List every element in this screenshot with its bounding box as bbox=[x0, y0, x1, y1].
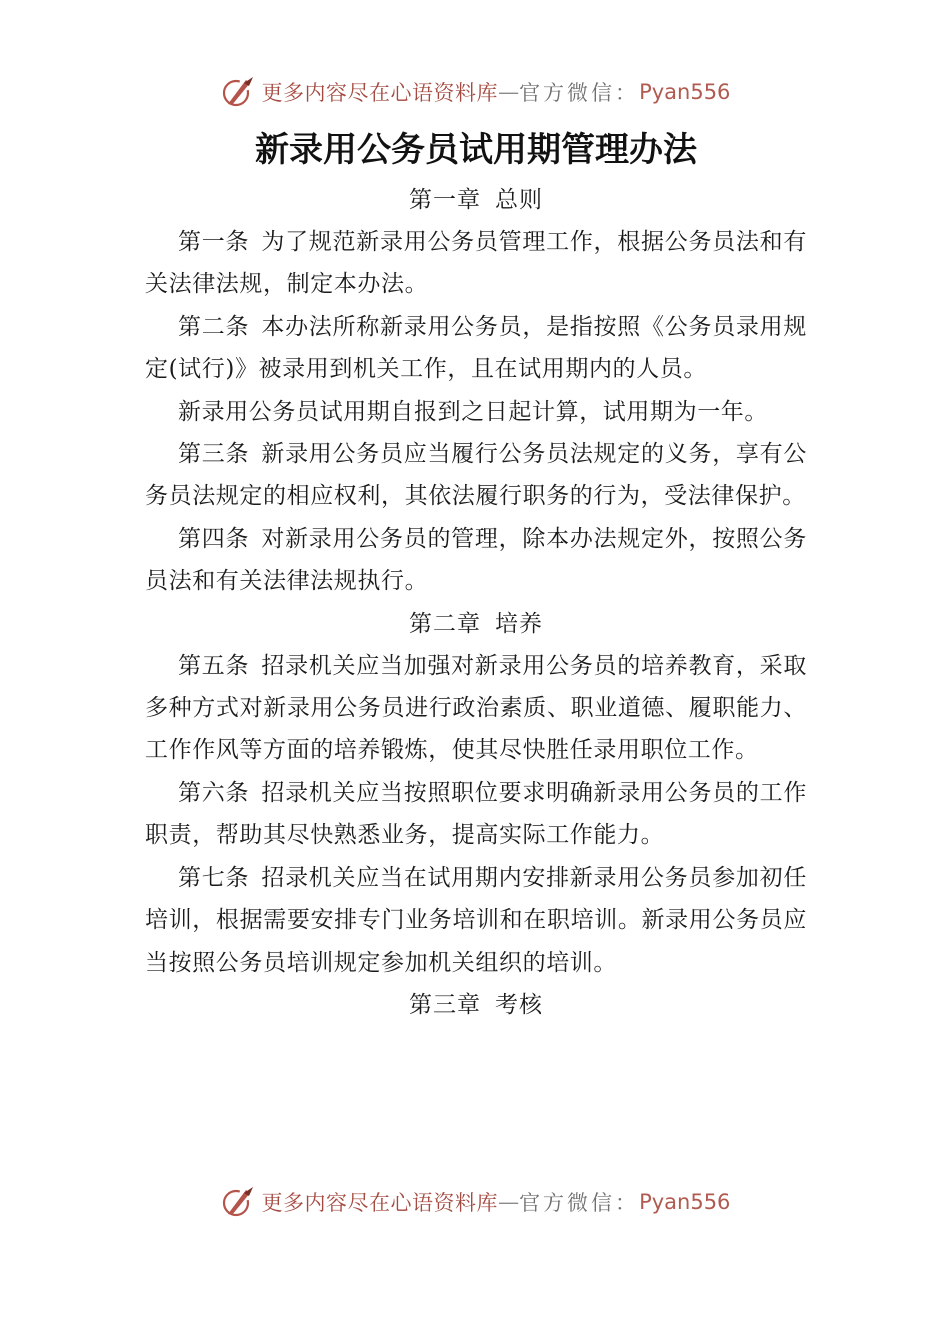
chapter-number: 第三章 bbox=[409, 991, 481, 1018]
chapter-heading-3 bbox=[145, 984, 807, 1026]
chapter-heading-1 bbox=[145, 179, 807, 221]
article-text: 招录机关应当按照职位要求明确新录用公务员的工作职责，帮助其尽快熟悉业务，提高实际工作能力。 bbox=[145, 779, 807, 849]
document-title: 新录用公务员试用期管理办法 bbox=[255, 130, 697, 170]
banner-brand-text: 更多内容尽在心语资料库 bbox=[261, 81, 499, 105]
header-banner bbox=[0, 72, 950, 112]
article-text: 新录用公务员试用期自报到之日起计算，试用期为一年。 bbox=[178, 398, 768, 425]
article-4 bbox=[145, 518, 807, 603]
article-7 bbox=[145, 857, 807, 984]
article-1 bbox=[145, 221, 807, 306]
article-number: 第二条 bbox=[178, 313, 250, 340]
article-number: 第七条 bbox=[178, 864, 250, 891]
banner-label: 官方微信： bbox=[519, 1191, 640, 1215]
article-2 bbox=[145, 306, 807, 391]
article-2-paragraph-2 bbox=[145, 391, 807, 433]
article-number: 第四条 bbox=[178, 525, 250, 552]
banner-separator: — bbox=[498, 1190, 520, 1214]
article-number: 第六条 bbox=[178, 779, 250, 806]
article-number: 第五条 bbox=[178, 652, 250, 679]
article-6 bbox=[145, 772, 807, 857]
quill-logo-icon bbox=[220, 74, 256, 110]
footer-banner bbox=[0, 1182, 950, 1222]
article-number: 第一条 bbox=[178, 229, 250, 255]
article-text: 招录机关应当在试用期内安排新录用公务员参加初任培训，根据需要安排专门业务培训和在职培训。新录用公务员应当按照公务员培训规定参加机关组织的培训。 bbox=[145, 864, 807, 976]
article-3 bbox=[145, 433, 807, 518]
banner-label: 官方微信： bbox=[519, 81, 640, 105]
chapter-number: 第一章 bbox=[409, 187, 481, 213]
article-text: 招录机关应当加强对新录用公务员的培养教育，采取多种方式对新录用公务员进行政治素质、职业道德、履职能力、工作作风等方面的培养锻炼，使其尽快胜任录用职位工作。 bbox=[145, 652, 807, 764]
article-text: 新录用公务员应当履行公务员法规定的义务，享有公务员法规定的相应权利，其依法履行职务的行为，受法律保护。 bbox=[145, 441, 807, 510]
banner-separator: — bbox=[498, 80, 520, 104]
chapter-name: 总则 bbox=[495, 187, 543, 213]
banner-wechat-id: Pyan556 bbox=[639, 80, 731, 104]
article-text: 为了规范新录用公务员管理工作，根据公务员法和有关法律法规，制定本办法。 bbox=[145, 229, 807, 298]
banner-wechat-id: Pyan556 bbox=[639, 1190, 731, 1214]
chapter-heading-2 bbox=[145, 603, 807, 645]
chapter-name: 考核 bbox=[495, 991, 543, 1018]
article-number: 第三条 bbox=[178, 441, 250, 468]
banner-brand-text: 更多内容尽在心语资料库 bbox=[261, 1191, 499, 1215]
document-body bbox=[145, 120, 807, 1026]
article-5 bbox=[145, 645, 807, 772]
article-text: 对新录用公务员的管理，除本办法规定外，按照公务员法和有关法律法规执行。 bbox=[145, 525, 807, 595]
chapter-number: 第二章 bbox=[409, 610, 481, 637]
chapter-name: 培养 bbox=[495, 610, 543, 637]
quill-logo-icon bbox=[220, 1184, 256, 1220]
article-text: 本办法所称新录用公务员，是指按照《公务员录用规定(试行)》被录用到机关工作，且在试用期内的人员。 bbox=[145, 313, 807, 383]
